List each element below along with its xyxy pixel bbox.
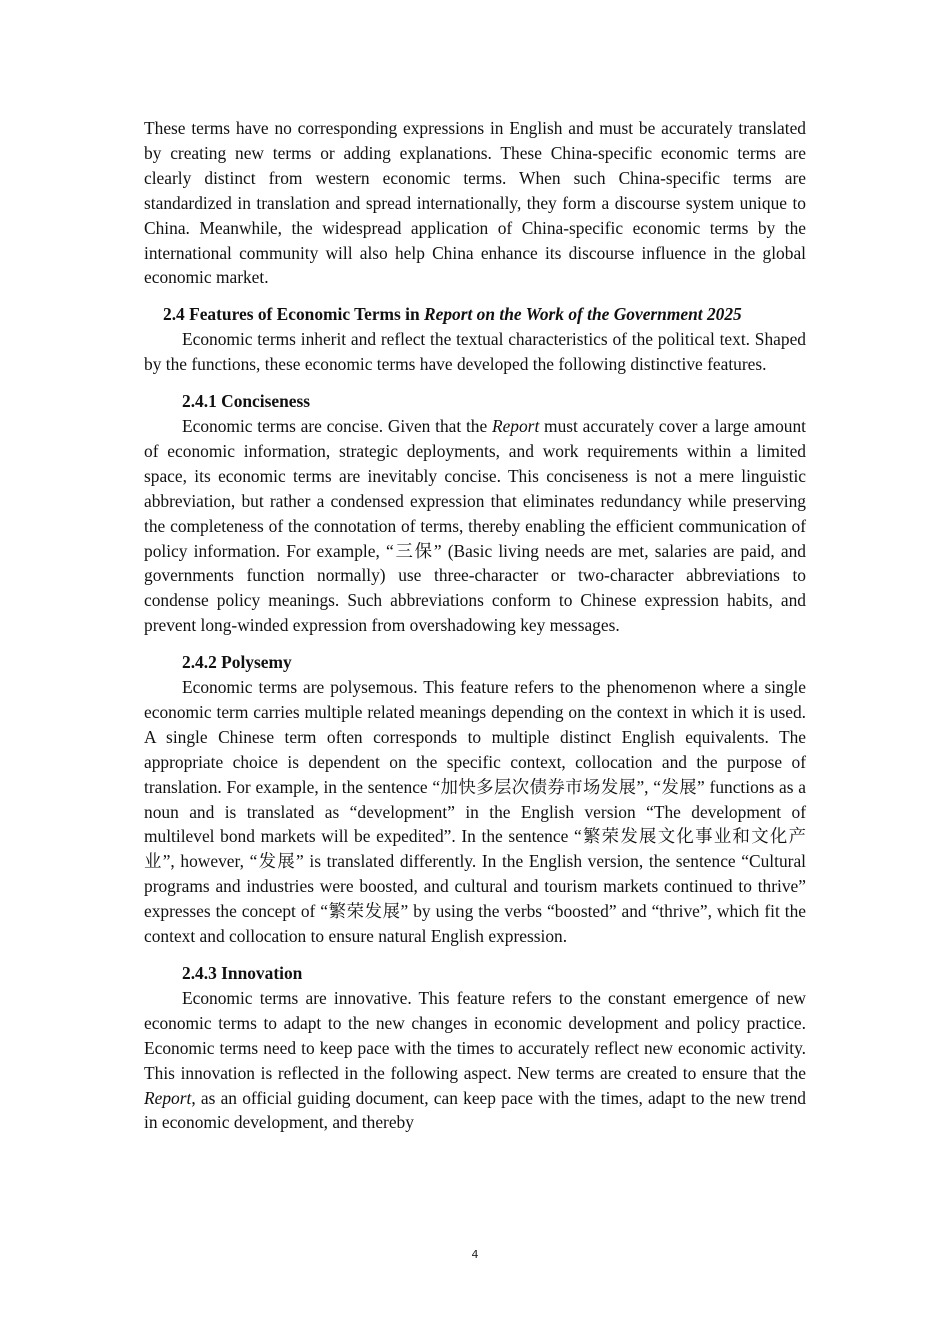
section-2-4-3-text-a: Economic terms are innovative. This feature refers to the constant emergence of new economic terms to adapt to the new changes in economic development and policy practice. Economic terms need to keep pace with the times to accurately reflect new economic activity. This innovation is reflected in the following aspect. New terms are created to ensure that the [144, 987, 806, 1083]
section-heading-2-4-3: 2.4.3 Innovation [182, 963, 303, 983]
section-2-4-3-paragraph [144, 986, 806, 1135]
page-number: 4 [471, 1248, 479, 1261]
section-heading-2-4-italic: Report on the Work of the Government 2025 [424, 304, 742, 325]
intro-paragraph: These terms have no corresponding expressions in English and must be accurately translated by creating new terms or adding explanations. These China-specific economic terms are clearly distinct from western economic terms. When such China-specific terms are standardized in translation and spread internationally, they form a discourse system unique to China. Meanwhile, the widespread application of China-specific economic terms by the international community will also help China enhance its discourse influence in the global economic market. [144, 118, 806, 288]
page-body [144, 116, 806, 1135]
section-2-4-1-paragraph [144, 414, 806, 638]
section-2-4-1-report-italic: Report [491, 415, 540, 436]
section-2-4-paragraph: Economic terms inherit and reflect the textual characteristics of the political text. Shaped by the functions, these economic terms have developed the following distinctive features. [144, 329, 806, 375]
section-2-4-3-report-italic: Report [144, 1087, 192, 1108]
section-heading-2-4-1: 2.4.1 Conciseness [182, 391, 311, 412]
section-heading-2-4 [144, 302, 806, 327]
section-2-4-1-text-b: must accurately cover a large amount of economic information, strategic deployments, and work requirements within a limited space, its economic terms are inevitably concise. This conciseness is not a mere linguistic abbreviation, but rather a condensed expression that eliminates redundancy while preserving the completeness of the connotation of terms, thereby enabling the efficient communication of policy information. For example, “三保” (Basic living needs are met, salaries are paid, and governments function normally) use three-character or two-character abbreviations to condense policy meanings. Such abbreviations conform to Chinese expression habits, and prevent long-winded expression from overshadowing key messages. [144, 415, 807, 636]
section-heading-2-4-2: 2.4.2 Polysemy [182, 652, 292, 673]
section-2-4-2-paragraph: Economic terms are polysemous. This feature refers to the phenomenon where a single economic term carries multiple related meanings depending on the context in which it is used. A single Chinese term often corresponds to multiple distinct English equivalents. The appropriate choice is dependent on the specific context, collocation and the purpose of translation. For example, in the sentence “加快多层次债券市场发展”, “发展” functions as a noun and is translated as “development” in the English version “The development of multilevel bond markets will be expedited”. In the sentence “繁荣发展文化事业和文化产业”, however, “发展” is translated differently. In the English version, the sentence “Cultural programs and industries were boosted, and cultural and tourism markets continued to thrive” expresses the concept of “繁荣发展” by using the verbs “boosted” and “thrive”, which fit the context and collocation to ensure natural English expression. [144, 677, 806, 947]
section-2-4-1-text-a: Economic terms are concise. Given that the [182, 415, 492, 436]
section-2-4-3-text-b: , as an official guiding document, can keep pace with the times, adapt to the new trend in economic development, and thereby [144, 1087, 806, 1133]
section-heading-2-4-prefix: 2.4 Features of Economic Terms in [163, 304, 425, 325]
